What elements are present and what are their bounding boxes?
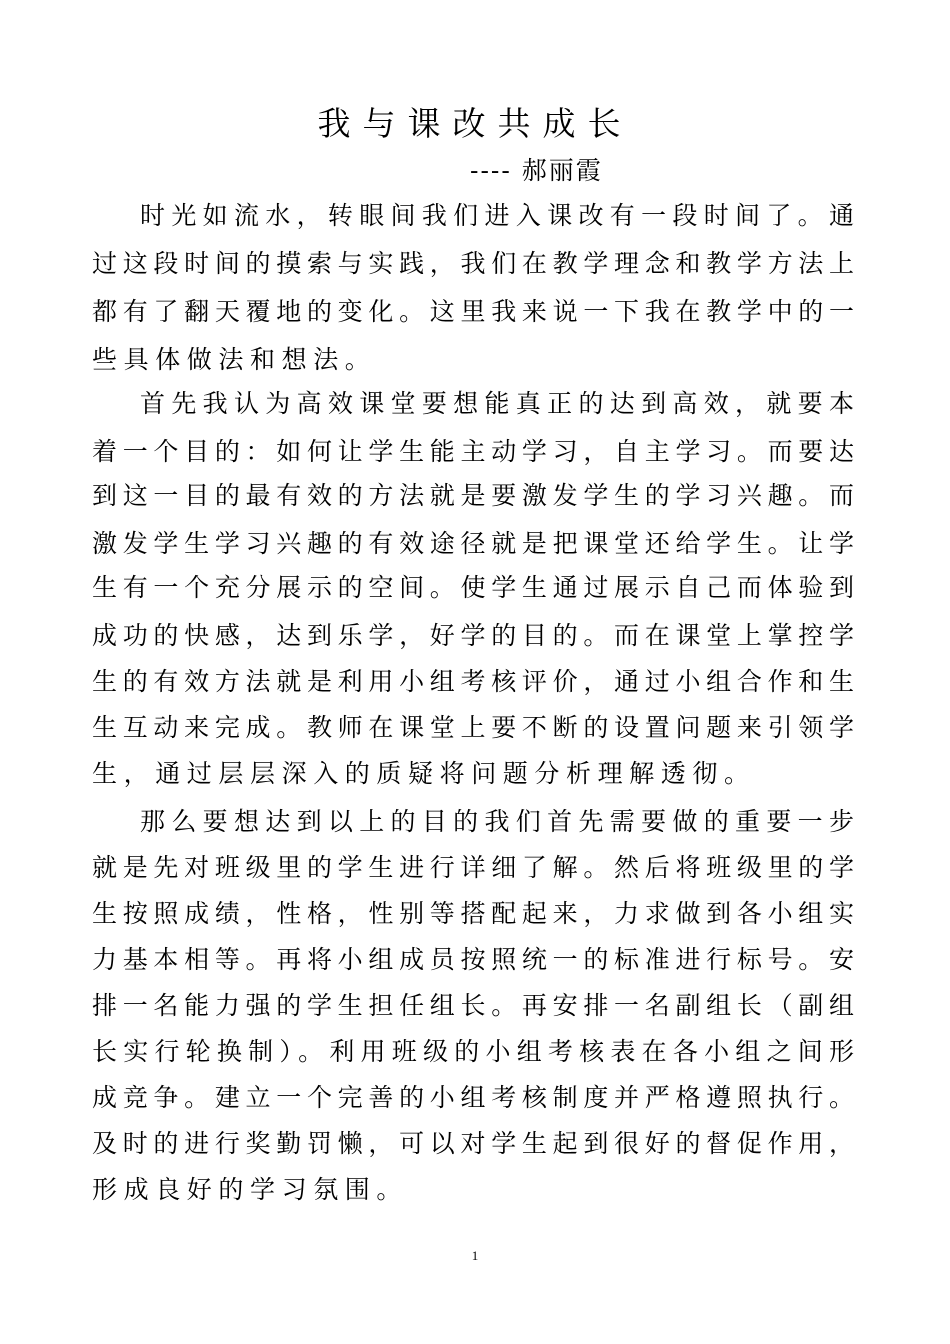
text-line: 时光如流水，转眼间我们进入课改有一段时间了。通 [140,201,854,230]
text-line: 排一名能力强的学生担任组长。再安排一名副组长（副组 [92,991,854,1020]
text-line: 那么要想达到以上的目的我们首先需要做的重要一步 [140,807,854,836]
author-line: ---- 郝丽霞 [470,156,603,185]
text-line: 生有一个充分展示的空间。使学生通过展示自己而体验到 [92,573,854,602]
text-line: 及时的进行奖勤罚懒，可以对学生起到很好的督促作用， [92,1129,854,1158]
text-line: 到这一目的最有效的方法就是要激发学生的学习兴趣。而 [92,481,854,510]
text-line: 力基本相等。再将小组成员按照统一的标准进行标号。安 [92,945,854,974]
text-line: 就是先对班级里的学生进行详细了解。然后将班级里的学 [92,853,854,882]
text-line: 生的有效方法就是利用小组考核评价，通过小组合作和生 [92,667,854,696]
text-line: 都有了翻天覆地的变化。这里我来说一下我在教学中的一 [92,297,854,326]
text-line: 过这段时间的摸索与实践，我们在教学理念和教学方法上 [92,249,854,278]
text-line: 生，通过层层深入的质疑将问题分析理解透彻。 [92,759,756,788]
page-title: 我与课改共成长 [317,104,633,143]
text-line: 成功的快感，达到乐学，好学的目的。而在课堂上掌控学 [92,621,854,650]
page-number: 1 [471,1248,479,1263]
text-line: 着一个目的：如何让学生能主动学习，自主学习。而要达 [92,437,854,466]
text-line: 激发学生学习兴趣的有效途径就是把课堂还给学生。让学 [92,529,854,558]
text-line: 形成良好的学习氛围。 [92,1175,409,1204]
text-line: 生按照成绩，性格，性别等搭配起来，力求做到各小组实 [92,899,854,928]
text-line: 些具体做法和想法。 [92,345,377,374]
text-line: 长实行轮换制）。利用班级的小组考核表在各小组之间形 [92,1037,854,1066]
text-line: 生互动来完成。教师在课堂上要不断的设置问题来引领学 [92,713,854,742]
text-line: 成竞争。建立一个完善的小组考核制度并严格遵照执行。 [92,1083,854,1112]
text-line: 首先我认为高效课堂要想能真正的达到高效，就要本 [140,389,854,418]
